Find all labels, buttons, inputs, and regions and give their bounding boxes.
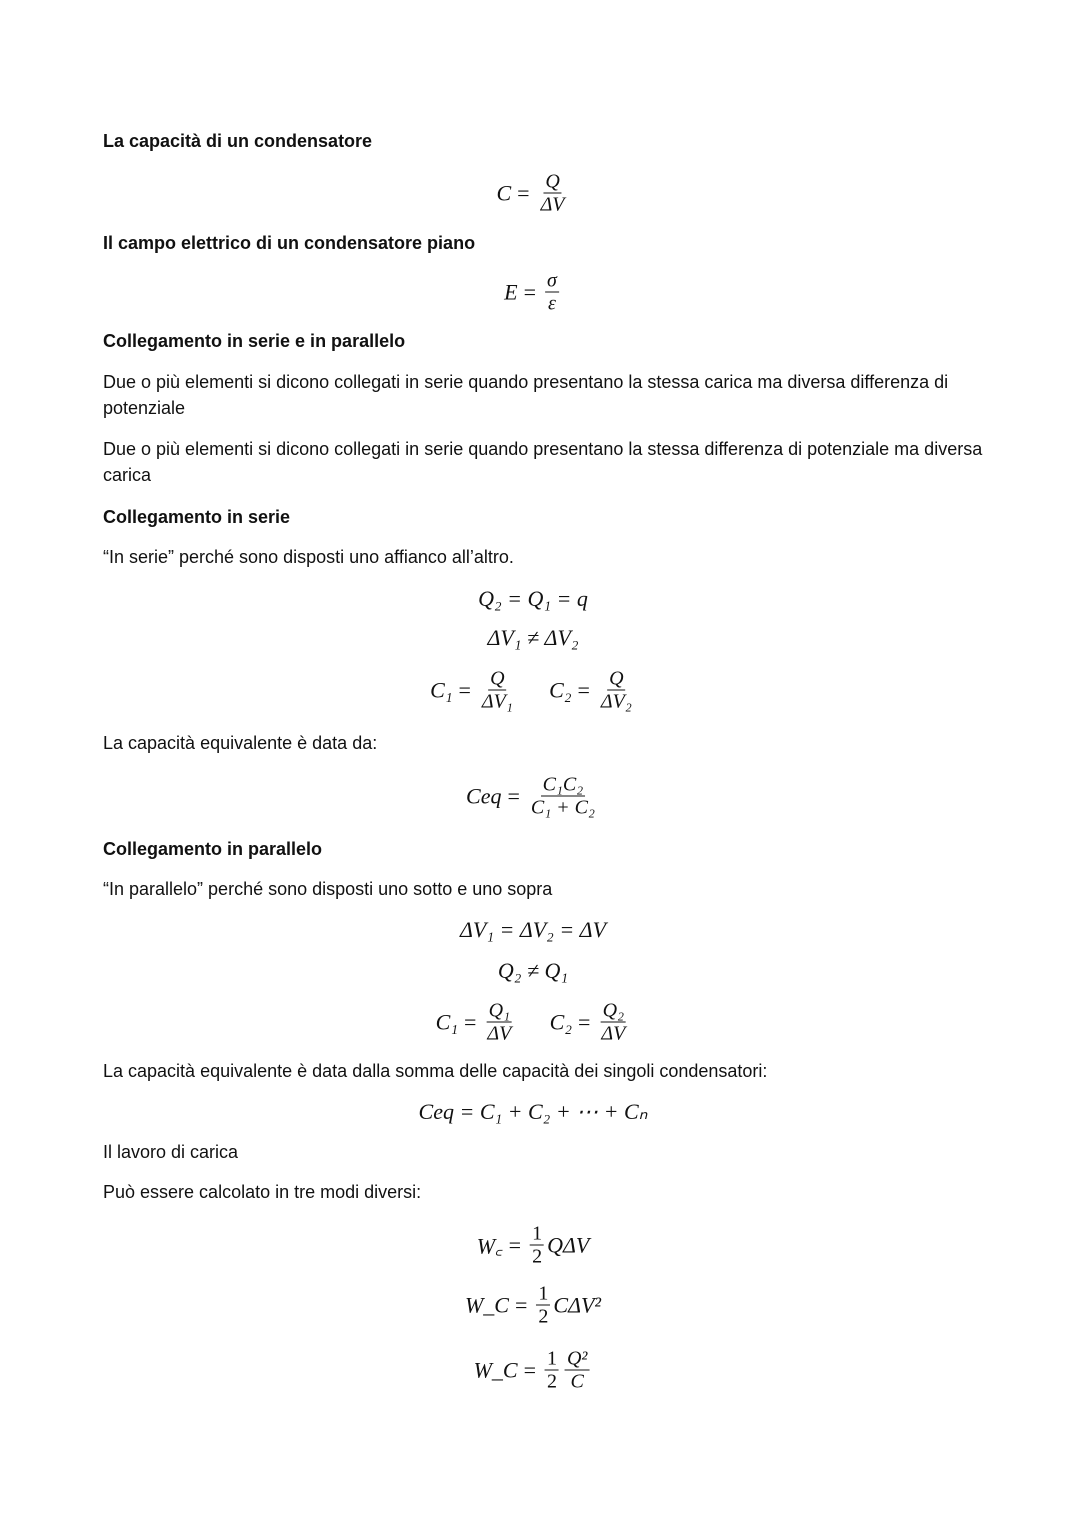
lhs: C₁ (435, 1009, 458, 1034)
numerator: Q (490, 667, 505, 690)
numerator: Q₂ (602, 999, 625, 1022)
paragraph-series: “In serie” perché sono disposti uno affianco all’altro. (103, 547, 514, 567)
denominator: ε (547, 292, 556, 315)
equals: = (514, 1292, 528, 1317)
paragraph-parallel-equivalent: La capacità equivalente è data dalla somma delle capacità dei singoli condensatori: (103, 1061, 768, 1081)
formula-series-c1 (430, 668, 518, 713)
formula-series-c2 (549, 668, 637, 713)
formula-series-voltage: ΔV₁ ≠ ΔV₂ (487, 625, 579, 650)
denominator: 2 (546, 1370, 557, 1393)
denominator: 2 (538, 1305, 549, 1328)
formula-parallel-c2 (550, 1000, 631, 1045)
denominator: C₁ + C₂ (530, 796, 595, 819)
equals: = (517, 180, 530, 205)
formula-series-charge: Q₂ = Q₁ = q (478, 586, 588, 611)
lhs: Ceq (466, 783, 502, 808)
denominator: ΔV (540, 193, 565, 216)
heading-parallel: Collegamento in parallelo (103, 839, 323, 859)
denominator: ΔV₂ (600, 690, 632, 713)
numerator: Q (545, 170, 560, 193)
equals: = (523, 279, 536, 304)
paragraph-parallel-def: Due o più elementi si dicono collegati in serie quando presentano la stessa differenza di potenziale ma diversa carica (103, 439, 983, 485)
numerator: Q₁ (488, 999, 511, 1022)
heading-series: Collegamento in serie (103, 507, 291, 527)
paragraph-parallel: “In parallelo” perché sono disposti uno sotto e uno sopra (103, 879, 553, 899)
equals: = (508, 1232, 522, 1257)
formula-parallel-c1 (436, 1000, 517, 1045)
formula-parallel-voltage: ΔV₁ = ΔV₂ = ΔV (459, 917, 607, 942)
equals: = (507, 783, 520, 808)
lhs: C₂ (549, 1009, 572, 1034)
formula-work-2 (465, 1283, 601, 1328)
formula-field (504, 270, 562, 315)
denominator: ΔV (487, 1022, 512, 1045)
lhs: W_C (473, 1357, 518, 1382)
numerator: 1 (532, 1222, 543, 1245)
formula-work-1 (477, 1223, 590, 1268)
lhs: C₁ (430, 677, 453, 702)
denominator: ΔV (601, 1022, 626, 1045)
equals: = (577, 677, 590, 702)
lhs: W_C (464, 1292, 509, 1317)
equals: = (523, 1357, 536, 1382)
formula-work-3 (474, 1348, 593, 1393)
paragraph-equivalent: La capacità equivalente è data da: (103, 733, 378, 753)
numerator-2: Q² (566, 1347, 588, 1370)
lhs: C₂ (549, 677, 572, 702)
equals: = (577, 1009, 591, 1034)
numerator: Q (609, 667, 624, 690)
formula-series-ceq (466, 774, 600, 819)
numerator: σ (547, 269, 557, 292)
equals: = (458, 677, 471, 702)
denominator: 2 (532, 1245, 543, 1268)
formula-parallel-ceq: Ceq = C₁ + C₂ + ⋯ + Cₙ (418, 1099, 648, 1124)
paragraph-series-def: Due o più elementi si dicono collegati in serie quando presentano la stessa carica ma diversa differenza di potenziale (103, 372, 949, 418)
heading-field: Il campo elettrico di un condensatore piano (103, 233, 476, 253)
paragraph-work: Può essere calcolato in tre modi diversi: (103, 1182, 422, 1202)
formula-capacity (496, 171, 569, 216)
formula-parallel-charge: Q₂ ≠ Q₁ (497, 958, 569, 983)
lhs: C (496, 180, 512, 205)
rest: CΔV² (553, 1292, 602, 1317)
numerator: 1 (546, 1347, 557, 1370)
denominator-2: C (570, 1370, 584, 1393)
denominator: ΔV₁ (481, 690, 513, 713)
lhs: W꜀ (476, 1233, 503, 1258)
numerator: 1 (538, 1282, 549, 1305)
lhs: E (504, 279, 518, 304)
heading-connection: Collegamento in serie e in parallelo (103, 331, 406, 351)
heading-capacity: La capacità di un condensatore (103, 131, 373, 151)
numerator: C₁C₂ (542, 773, 584, 796)
equals: = (463, 1009, 477, 1034)
heading-work: Il lavoro di carica (103, 1142, 239, 1162)
rest: QΔV (547, 1232, 590, 1257)
